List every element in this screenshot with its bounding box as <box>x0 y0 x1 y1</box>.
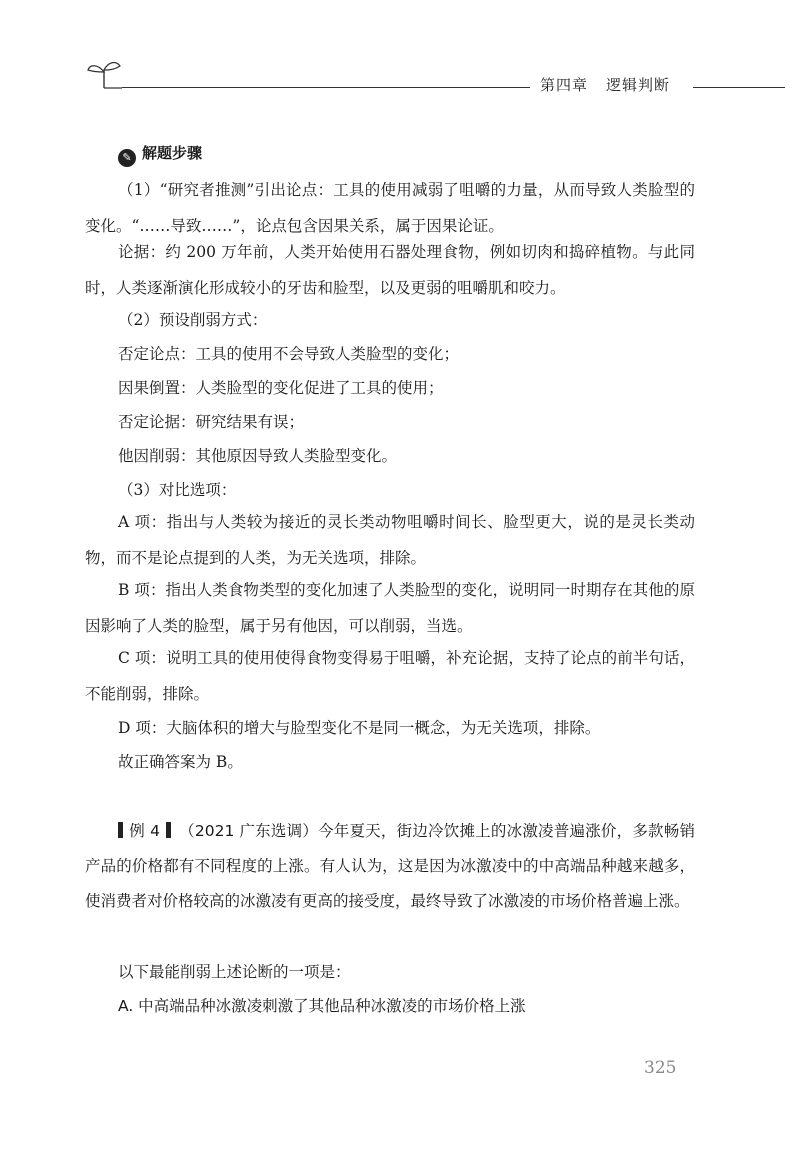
example-question: 以下最能削弱上述论断的一项是： <box>118 963 351 981</box>
option-c-analysis: C 项：说明工具的使用使得食物变得易于咀嚼，补充论据，支持了论点的前半句话，不能削弱，排除。 <box>85 649 695 703</box>
step-2-heading: （2）预设削弱方式： <box>118 311 268 329</box>
page-header <box>0 0 800 100</box>
section-title-text: 解题步骤 <box>142 144 203 162</box>
example-option-a: A. 中高端品种冰激凌刺激了其他品种冰激凌的市场价格上涨 <box>118 997 526 1015</box>
chapter-number: 第四章 <box>540 76 589 94</box>
answer-conclusion: 故正确答案为 B。 <box>118 753 243 771</box>
example-4-stem <box>85 814 695 919</box>
chapter-heading <box>540 74 670 95</box>
header-rule-right <box>693 87 785 88</box>
sprout-icon <box>84 58 124 92</box>
example-label: 例 4 <box>129 822 160 840</box>
evidence-paragraph: 论据：约 200 万年前，人类开始使用石器处理食物，例如切肉和捣碎植物。与此同时，人类逐渐演化形成较小的牙齿和脸型，以及更弱的咀嚼肌和咬力。 <box>85 243 695 297</box>
step-1-paragraph: （1）“研究者推测”引出论点：工具的使用减弱了咀嚼的力量，从而导致人类脸型的变化。“……导致……”，论点包含因果关系，属于因果论证。 <box>85 181 695 235</box>
step-3-heading: （3）对比选项： <box>118 481 237 499</box>
chapter-title: 逻辑判断 <box>606 76 671 94</box>
example-mark-right <box>166 822 171 838</box>
section-title <box>118 142 202 167</box>
weaken-method-4: 他因削弱：其他原因导致人类脸型变化。 <box>118 447 398 465</box>
page-number: 325 <box>644 1058 677 1078</box>
weaken-method-2: 因果倒置：人类脸型的变化促进了工具的使用； <box>118 379 444 397</box>
weaken-method-1: 否定论点：工具的使用不会导致人类脸型的变化； <box>118 345 460 363</box>
example-text: （2021 广东选调）今年夏天，街边冷饮摊上的冰激凌普遍涨价，多款畅销产品的价格都有不同程度的上涨。有人认为，这是因为冰激凌中的中高端品种越来越多，使消费者对价格较高的冰激凌有更高的接受度，最终导致了冰激凌的市场价格普遍上涨。 <box>85 822 695 910</box>
option-d-analysis: D 项：大脑体积的增大与脸型变化不是同一概念，为无关选项，排除。 <box>118 719 601 737</box>
header-rule-left <box>122 87 530 88</box>
pen-circle-icon: ✎ <box>118 149 136 167</box>
option-a-analysis: A 项：指出与人类较为接近的灵长类动物咀嚼时间长、脸型更大，说的是灵长类动物，而不是论点提到的人类，为无关选项，排除。 <box>85 513 695 567</box>
example-mark-left <box>118 822 123 838</box>
weaken-method-3: 否定论据：研究结果有误； <box>118 413 305 431</box>
option-b-analysis: B 项：指出人类食物类型的变化加速了人类脸型的变化，说明同一时期存在其他的原因影响了人类的脸型，属于另有他因，可以削弱，当选。 <box>85 581 695 635</box>
